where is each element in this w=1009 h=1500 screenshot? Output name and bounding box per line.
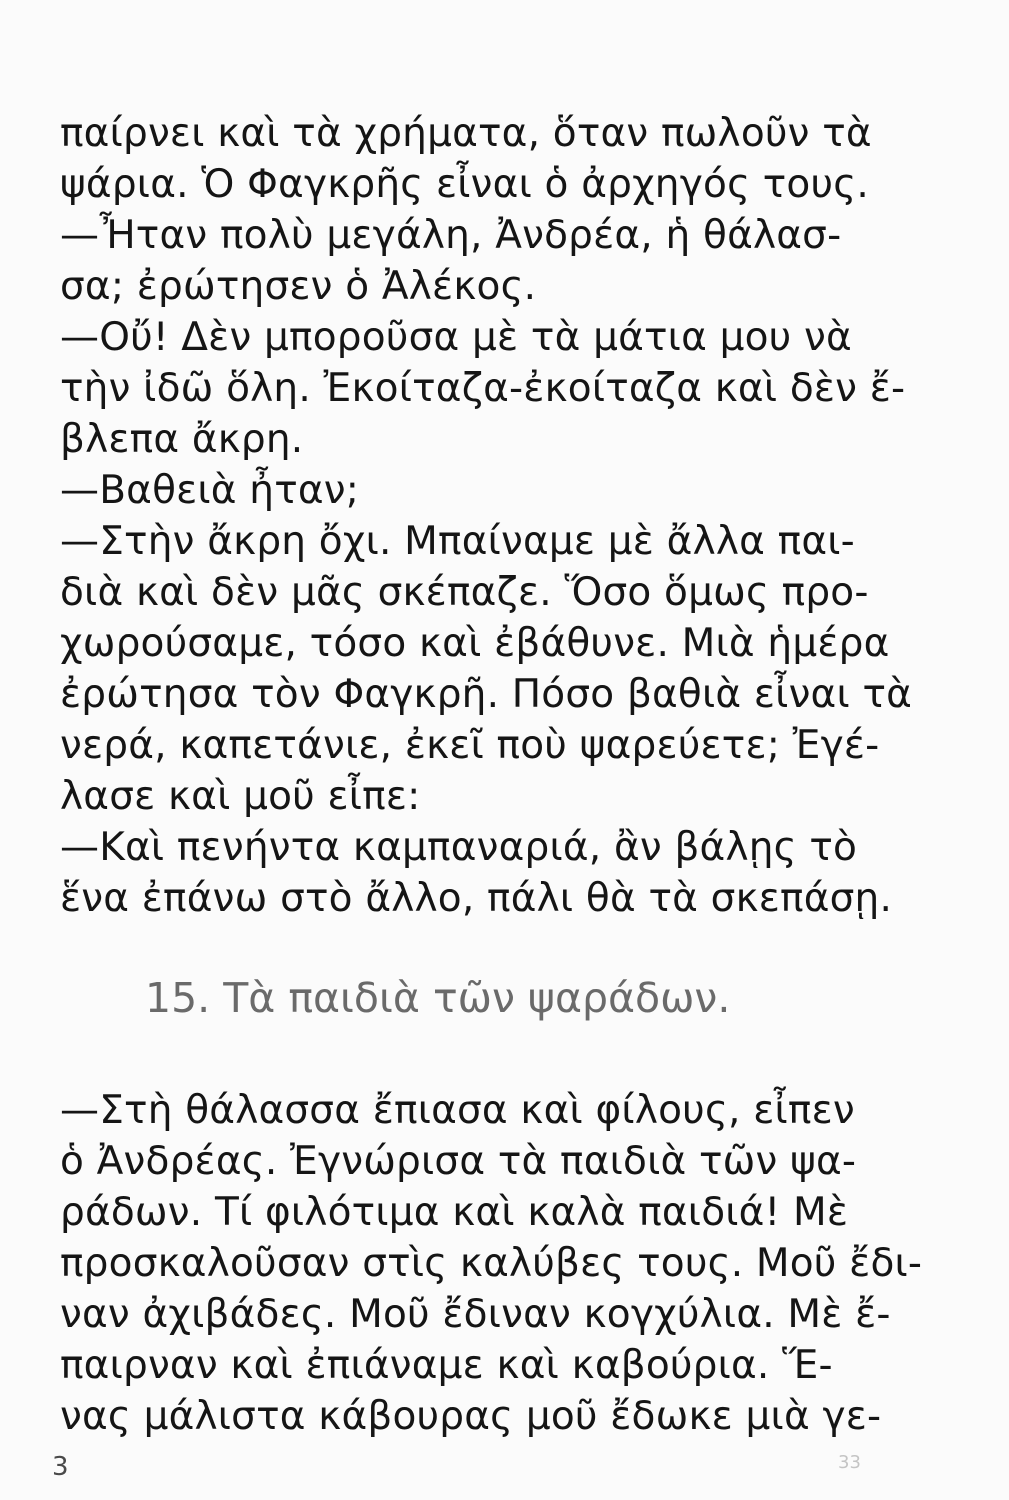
text-line: —Στὴ θάλασσα ἔπιασα καὶ φίλους, εἶπεν <box>60 1088 855 1133</box>
chapter-heading: 15. Τὰ παιδιὰ τῶν ψαράδων. <box>145 974 731 1022</box>
text-line: ἐρώτησα τὸν Φαγκρῆ. Πόσο βαθιὰ εἶναι τὰ <box>60 672 913 717</box>
text-line: ράδων. Τί φιλότιμα καὶ καλὰ παιδιά! Μὲ <box>60 1190 849 1235</box>
signature-mark: 3 <box>52 1452 69 1482</box>
text-line: —Στὴν ἄκρη ὄχι. Μπαίναμε μὲ ἄλλα παι- <box>60 519 855 564</box>
text-line: λασε καὶ μοῦ εἶπε: <box>60 774 421 819</box>
text-line: νερά, καπετάνιε, ἐκεῖ ποὺ ψαρεύετε; Ἐγέ- <box>60 723 880 768</box>
text-line: προσκαλοῦσαν στὶς καλύβες τους. Μοῦ ἔδι- <box>60 1241 923 1286</box>
text-line: ψάρια. Ὁ Φαγκρῆς εἶναι ὁ ἀρχηγός τους. <box>60 162 869 207</box>
text-line: παιρναν καὶ ἐπιάναμε καὶ καβούρια. Ἕ- <box>60 1343 833 1388</box>
text-line: —Οὔ! Δὲν μποροῦσα μὲ τὰ μάτια μου νὰ <box>60 315 852 360</box>
text-line: νας μάλιστα κάβουρας μοῦ ἔδωκε μιὰ γε- <box>60 1394 882 1439</box>
text-line: χωρούσαμε, τόσο καὶ ἐβάθυνε. Μιὰ ἡμέρα <box>60 621 890 666</box>
text-line: ὁ Ἀνδρέας. Ἐγνώρισα τὰ παιδιὰ τῶν ψα- <box>60 1139 857 1184</box>
page-number: 33 <box>838 1452 861 1473</box>
text-line: σα; ἐρώτησεν ὁ Ἀλέκος. <box>60 264 537 309</box>
text-line: ναν ἀχιβάδες. Μοῦ ἔδιναν κογχύλια. Μὲ ἔ- <box>60 1292 891 1337</box>
text-line: —Καὶ πενήντα καμπαναριά, ἂν βάλῃς τὸ <box>60 825 858 870</box>
text-line: διὰ καὶ δὲν μᾶς σκέπαζε. Ὅσο ὅμως προ- <box>60 570 869 615</box>
text-line: —Ἦταν πολὺ μεγάλη, Ἀνδρέα, ἡ θάλασ- <box>60 213 842 258</box>
text-line: τὴν ἰδῶ ὅλη. Ἐκοίταζα-ἐκοίταζα καὶ δὲν ἔ- <box>60 366 906 411</box>
text-line: —Βαθειὰ ἦταν; <box>60 468 360 513</box>
text-line: ἕνα ἐπάνω στὸ ἄλλο, πάλι θὰ τὰ σκεπάσῃ. <box>60 876 893 921</box>
text-line: βλεπα ἄκρη. <box>60 417 304 462</box>
text-line: παίρνει καὶ τὰ χρήματα, ὅταν πωλοῦν τὰ <box>60 111 872 156</box>
